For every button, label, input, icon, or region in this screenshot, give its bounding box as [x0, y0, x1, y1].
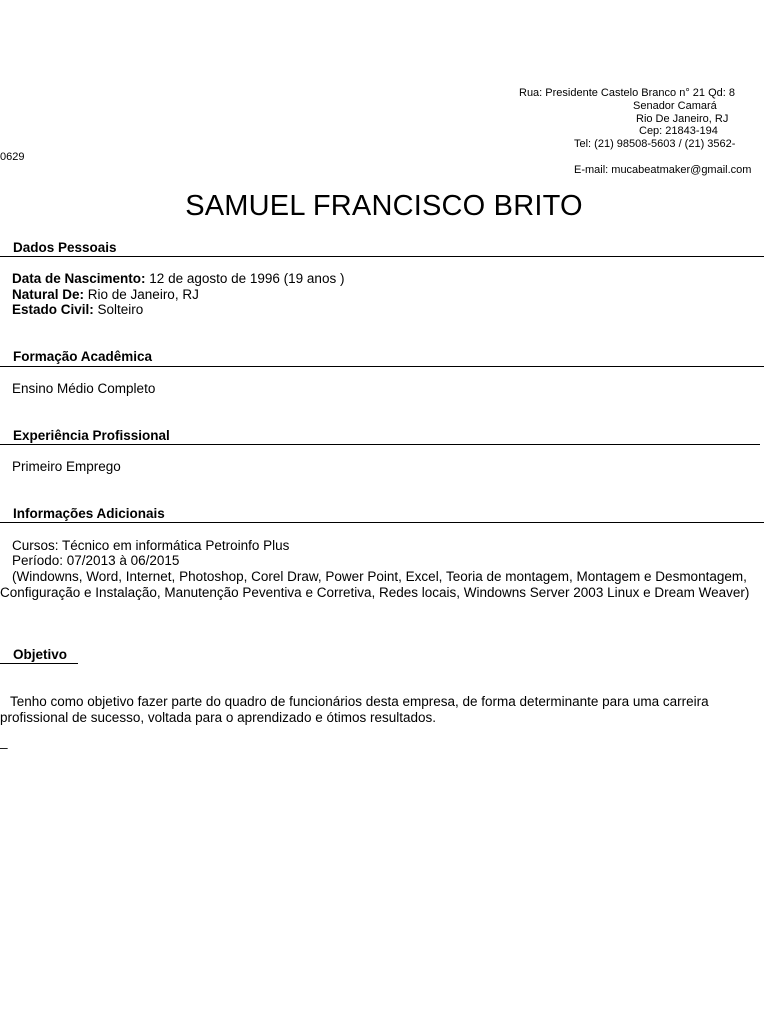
objective-text: Tenho como objetivo fazer parte do quadro de funcionários desta empresa, de forma determinante para uma carreira profissional de sucesso, voltada para o aprendizado e ótimos resultados.: [0, 694, 709, 725]
birth-label: Data de Nascimento:: [12, 271, 146, 286]
civil-row: [12, 302, 143, 318]
objective-trailing-mark: _: [0, 734, 8, 749]
section-rule-experience: [0, 444, 760, 445]
experience-text: Primeiro Emprego: [12, 459, 121, 474]
birth-row: [12, 271, 344, 287]
section-rule-personal: [0, 256, 764, 257]
civil-label: Estado Civil:: [12, 302, 94, 317]
section-heading-personal: Dados Pessoais: [13, 240, 117, 255]
section-rule-objective: [0, 663, 78, 664]
section-heading-experience: Experiência Profissional: [13, 428, 170, 443]
address-city: Rio De Janeiro, RJ: [636, 113, 729, 125]
address-neighborhood: Senador Camará: [633, 100, 717, 112]
natural-label: Natural De:: [12, 287, 85, 302]
natural-row: [12, 287, 199, 303]
section-rule-education: [0, 366, 764, 367]
courses-line: Cursos: Técnico em informática Petroinfo Plus: [12, 538, 290, 553]
section-heading-objective: Objetivo: [13, 647, 68, 662]
contact-phone: Tel: (21) 98508-5603 / (21) 3562-: [574, 138, 736, 150]
address-street: Rua: Presidente Castelo Branco n° 21 Qd: 8: [519, 87, 735, 99]
section-heading-additional: Informações Adicionais: [13, 506, 165, 521]
contact-phone-wrap: 0629: [0, 151, 25, 163]
contact-email: E-mail: mucabeatmaker@gmail.com: [574, 164, 752, 176]
candidate-name: SAMUEL FRANCISCO BRITO: [185, 190, 583, 222]
education-trailing-mark: _: [752, 352, 760, 367]
natural-value: Rio de Janeiro, RJ: [84, 287, 199, 302]
section-heading-education: Formação Acadêmica: [13, 349, 153, 364]
section-rule-additional: [0, 522, 764, 523]
address-cep: Cep: 21843-194: [639, 125, 718, 137]
education-text: Ensino Médio Completo: [12, 381, 156, 396]
birth-value: 12 de agosto de 1996 (19 anos ): [145, 271, 345, 286]
courses-details: (Windowns, Word, Internet, Photoshop, Corel Draw, Power Point, Excel, Teoria de montagem, Montagem e Desmontagem, Configuração e Instalação, Manutenção Peventiva e Corretiva, Redes locais, Windowns Server 2003 Linux e Dream Weaver): [0, 569, 750, 600]
period-line: Período: 07/2013 à 06/2015: [12, 553, 180, 568]
civil-value: Solteiro: [93, 302, 144, 317]
